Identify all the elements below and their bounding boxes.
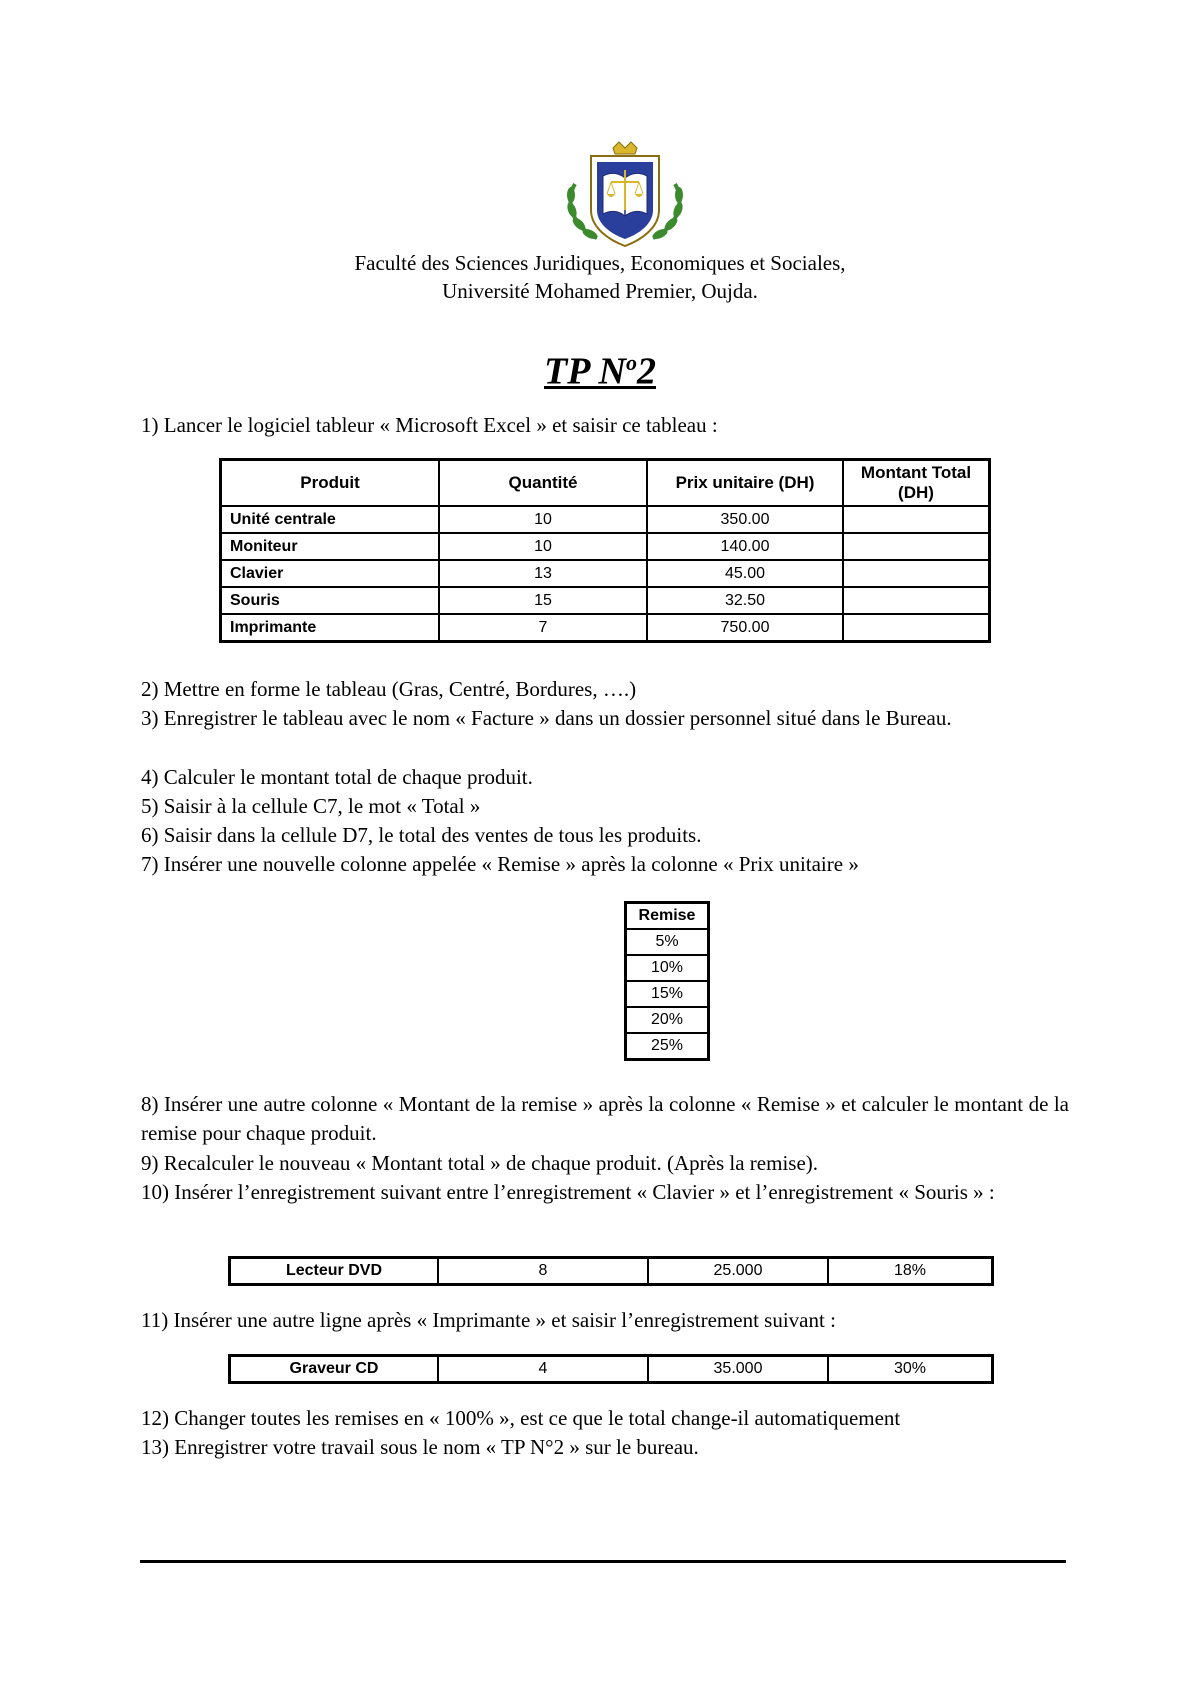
step-13: 13) Enregistrer votre travail sous le nom « TP N°2 » sur le bureau.: [141, 1435, 699, 1459]
step-7: 7) Insérer une nouvelle colonne appelée « Remise » après la colonne « Prix unitaire »: [141, 852, 859, 876]
cell-produit: Unité centrale: [221, 506, 440, 533]
cell-remise: 18%: [828, 1258, 993, 1285]
cell-prix: 45.00: [647, 560, 843, 587]
cell-remise: 10%: [626, 955, 709, 981]
cell-produit: Lecteur DVD: [230, 1258, 439, 1285]
step-11: 11) Insérer une autre ligne après « Imprimante » et saisir l’enregistrement suivant :: [141, 1308, 836, 1332]
table-header-row: [626, 903, 709, 930]
step-10: 10) Insérer l’enregistrement suivant entre l’enregistrement « Clavier » et l’enregistrement « Souris » :: [141, 1180, 995, 1204]
cell-prix: 32.50: [647, 587, 843, 614]
cell-quantite: 15: [439, 587, 647, 614]
cell-prix: 750.00: [647, 614, 843, 642]
table-row: [221, 506, 990, 533]
cell-quantite: 7: [439, 614, 647, 642]
header-prix-unitaire: Prix unitaire (DH): [647, 460, 843, 507]
table-row: [221, 614, 990, 642]
header-remise: Remise: [626, 903, 709, 930]
step-4: 4) Calculer le montant total de chaque produit.: [141, 765, 533, 789]
university-logo-icon: [561, 140, 689, 250]
footer-divider: [140, 1560, 1066, 1563]
university-name: Université Mohamed Premier, Oujda.: [442, 279, 758, 303]
step-6: 6) Saisir dans la cellule D7, le total des ventes de tous les produits.: [141, 823, 702, 847]
title-superscript: o: [625, 350, 637, 375]
step-3: 3) Enregistrer le tableau avec le nom « Facture » dans un dossier personnel situé dans le Bureau.: [141, 706, 952, 730]
cell-remise: 15%: [626, 981, 709, 1007]
table-header-row: [221, 460, 990, 507]
step-9: 9) Recalculer le nouveau « Montant total » de chaque produit. (Après la remise).: [141, 1151, 819, 1175]
table-row: [221, 560, 990, 587]
cell-produit: Graveur CD: [230, 1356, 439, 1383]
table-row: [626, 981, 709, 1007]
step-8: 8) Insérer une autre colonne « Montant de la remise » après la colonne « Remise » et calculer le montant de la remise pour chaque produit.: [141, 1092, 1069, 1145]
page-title: [0, 340, 1200, 395]
header-montant-total: Montant Total (DH): [843, 460, 990, 507]
title-number: 2: [636, 350, 656, 393]
table-row: [626, 1033, 709, 1060]
cell-produit: Souris: [221, 587, 440, 614]
cell-montant: [843, 533, 990, 560]
record-dvd-table: [228, 1256, 994, 1286]
table-row: [221, 587, 990, 614]
cell-prix: 140.00: [647, 533, 843, 560]
title-text: TP N: [544, 350, 626, 393]
step-12: 12) Changer toutes les remises en « 100% », est ce que le total change-il automatiquement: [141, 1406, 901, 1430]
cell-remise: 20%: [626, 1007, 709, 1033]
cell-prix: 350.00: [647, 506, 843, 533]
table-row: [626, 929, 709, 955]
cell-montant: [843, 560, 990, 587]
faculty-name: Faculté des Sciences Juridiques, Economiques et Sociales,: [354, 251, 846, 275]
cell-prix: 35.000: [648, 1356, 828, 1383]
cell-quantite: 13: [439, 560, 647, 587]
cell-remise: 30%: [828, 1356, 993, 1383]
cell-produit: Moniteur: [221, 533, 440, 560]
cell-montant: [843, 614, 990, 642]
cell-quantite: 8: [438, 1258, 648, 1285]
cell-montant: [843, 587, 990, 614]
cell-remise: 25%: [626, 1033, 709, 1060]
record-cd-table: [228, 1354, 994, 1384]
table-row: [230, 1258, 993, 1285]
cell-produit: Imprimante: [221, 614, 440, 642]
cell-quantite: 4: [438, 1356, 648, 1383]
header-quantite: Quantité: [439, 460, 647, 507]
cell-quantite: 10: [439, 506, 647, 533]
remise-table: [624, 901, 710, 1061]
cell-montant: [843, 506, 990, 533]
cell-quantite: 10: [439, 533, 647, 560]
step-5: 5) Saisir à la cellule C7, le mot « Total »: [141, 794, 481, 818]
cell-produit: Clavier: [221, 560, 440, 587]
step-2: 2) Mettre en forme le tableau (Gras, Centré, Bordures, ….): [141, 677, 637, 701]
cell-remise: 5%: [626, 929, 709, 955]
header-produit: Produit: [221, 460, 440, 507]
table-row: [221, 533, 990, 560]
table-row: [230, 1356, 993, 1383]
table-row: [626, 1007, 709, 1033]
table-row: [626, 955, 709, 981]
products-table: [219, 458, 991, 643]
cell-prix: 25.000: [648, 1258, 828, 1285]
step-1: 1) Lancer le logiciel tableur « Microsoft Excel » et saisir ce tableau :: [141, 413, 718, 437]
